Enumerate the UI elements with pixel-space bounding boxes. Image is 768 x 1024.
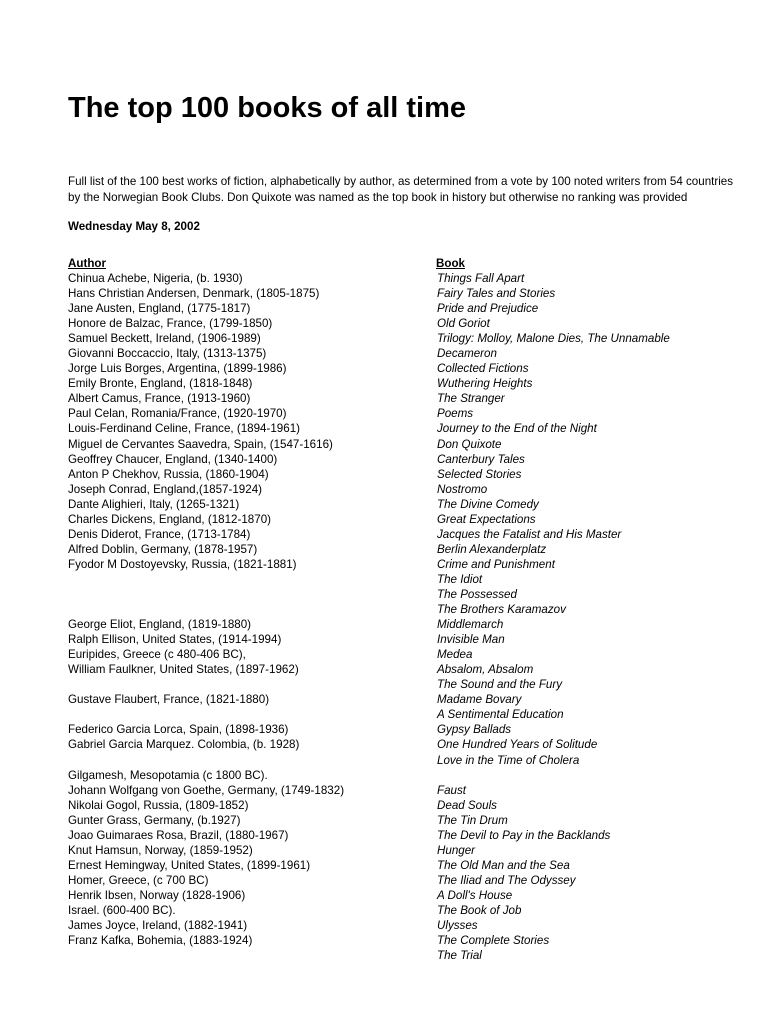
author-cell: Hans Christian Andersen, Denmark, (1805-1875) — [68, 287, 320, 301]
book-cell: Trilogy: Molloy, Malone Dies, The Unnamable — [437, 332, 670, 346]
table-row — [0, 286, 768, 301]
author-column-header: Author — [68, 257, 106, 270]
table-row — [0, 768, 768, 783]
table-row — [0, 406, 768, 421]
author-cell: Jorge Luis Borges, Argentina, (1899-1986) — [68, 362, 287, 376]
author-cell: Euripides, Greece (c 480-406 BC), — [68, 648, 246, 662]
book-cell: Absalom, Absalom — [437, 663, 534, 677]
book-cell: A Doll's House — [437, 888, 513, 902]
book-cell: The Divine Comedy — [437, 497, 539, 511]
author-cell: Emily Bronte, England, (1818-1848) — [68, 377, 253, 391]
table-row — [0, 467, 768, 482]
book-cell: Gypsy Ballads — [437, 723, 512, 737]
book-cell: Journey to the End of the Night — [437, 422, 597, 436]
author-cell: Alfred Doblin, Germany, (1878-1957) — [68, 542, 258, 556]
book-cell: The Iliad and The Odyssey — [437, 873, 576, 887]
book-cell: The Tin Drum — [437, 813, 508, 827]
book-cell: Nostromo — [437, 482, 488, 496]
author-cell: Charles Dickens, England, (1812-1870) — [68, 512, 272, 526]
book-cell: A Sentimental Education — [437, 708, 564, 722]
author-cell: Gustave Flaubert, France, (1821-1880) — [68, 693, 270, 707]
author-cell: Dante Alighieri, Italy, (1265-1321) — [68, 497, 240, 511]
book-cell: The Trial — [437, 949, 482, 963]
book-cell: Medea — [437, 648, 473, 662]
table-row — [0, 783, 768, 798]
book-cell: Hunger — [437, 843, 476, 857]
table-row — [0, 813, 768, 828]
table-row — [0, 662, 768, 677]
table-row — [0, 617, 768, 632]
table-row — [0, 346, 768, 361]
table-row — [0, 858, 768, 873]
author-cell: Joseph Conrad, England,(1857-1924) — [68, 482, 263, 496]
author-cell: Homer, Greece, (c 700 BC) — [68, 873, 209, 887]
intro-line: by the Norwegian Book Clubs. Don Quixote was named as the top book in history but otherwise no ranking was provided — [68, 191, 688, 204]
table-row — [0, 361, 768, 376]
book-cell: Madame Bovary — [437, 693, 522, 707]
book-cell: The Old Man and the Sea — [437, 858, 570, 872]
book-cell: The Book of Job — [437, 903, 522, 917]
table-row — [0, 542, 768, 557]
book-cell: The Sound and the Fury — [437, 678, 563, 692]
book-cell: Pride and Prejudice — [437, 302, 539, 316]
book-column-header: Book — [436, 257, 465, 270]
table-row — [0, 677, 768, 692]
book-cell: Old Goriot — [437, 317, 490, 331]
table-row — [0, 557, 768, 572]
author-cell: Louis-Ferdinand Celine, France, (1894-1961) — [68, 422, 301, 436]
book-cell: Faust — [437, 783, 466, 797]
book-cell: Berlin Alexanderplatz — [437, 542, 547, 556]
table-row — [0, 512, 768, 527]
author-cell: Nikolai Gogol, Russia, (1809-1852) — [68, 798, 249, 812]
table-row — [0, 933, 768, 948]
book-cell: The Idiot — [437, 572, 483, 586]
table-row — [0, 737, 768, 752]
table-row — [0, 587, 768, 602]
table-row — [0, 452, 768, 467]
table-row — [0, 753, 768, 768]
author-cell: Miguel de Cervantes Saavedra, Spain, (1547-1616) — [68, 437, 333, 451]
book-cell: Great Expectations — [437, 512, 536, 526]
author-cell: Franz Kafka, Bohemia, (1883-1924) — [68, 934, 253, 948]
author-cell: Denis Diderot, France, (1713-1784) — [68, 527, 251, 541]
author-cell: Gunter Grass, Germany, (b.1927) — [68, 813, 241, 827]
table-row — [0, 437, 768, 452]
author-cell: Joao Guimaraes Rosa, Brazil, (1880-1967) — [68, 828, 289, 842]
author-cell: Gabriel Garcia Marquez. Colombia, (b. 1928) — [68, 738, 300, 752]
author-cell: George Eliot, England, (1819-1880) — [68, 618, 252, 632]
author-cell: Israel. (600-400 BC). — [68, 903, 176, 917]
book-cell: Wuthering Heights — [437, 377, 533, 391]
book-cell: Love in the Time of Cholera — [437, 753, 580, 767]
table-row — [0, 843, 768, 858]
table-row — [0, 948, 768, 963]
table-row — [0, 421, 768, 436]
book-cell: Crime and Punishment — [437, 557, 555, 571]
book-cell: Don Quixote — [437, 437, 502, 451]
publication-date: Wednesday May 8, 2002 — [68, 220, 200, 233]
book-list — [0, 271, 768, 963]
table-row — [0, 376, 768, 391]
table-row — [0, 482, 768, 497]
table-row — [0, 873, 768, 888]
author-cell: Gilgamesh, Mesopotamia (c 1800 BC). — [68, 768, 268, 782]
author-cell: Giovanni Boccaccio, Italy, (1313-1375) — [68, 347, 267, 361]
book-cell: The Stranger — [437, 392, 505, 406]
book-cell: The Complete Stories — [437, 934, 550, 948]
table-row — [0, 301, 768, 316]
table-row — [0, 602, 768, 617]
book-cell: Selected Stories — [437, 467, 522, 481]
table-row — [0, 707, 768, 722]
book-cell: The Possessed — [437, 587, 517, 601]
author-cell: Fyodor M Dostoyevsky, Russia, (1821-1881) — [68, 557, 297, 571]
page-title: The top 100 books of all time — [68, 92, 467, 124]
book-cell: Fairy Tales and Stories — [437, 287, 556, 301]
intro-line: Full list of the 100 best works of fiction, alphabetically by author, as determined from a vote by 100 noted writers from 54 countries — [68, 175, 734, 188]
table-row — [0, 888, 768, 903]
book-cell: The Devil to Pay in the Backlands — [437, 828, 611, 842]
author-cell: Samuel Beckett, Ireland, (1906-1989) — [68, 332, 261, 346]
author-cell: Anton P Chekhov, Russia, (1860-1904) — [68, 467, 269, 481]
table-row — [0, 497, 768, 512]
author-cell: Knut Hamsun, Norway, (1859-1952) — [68, 843, 253, 857]
author-cell: Albert Camus, France, (1913-1960) — [68, 392, 251, 406]
author-cell: Jane Austen, England, (1775-1817) — [68, 302, 251, 316]
book-cell: The Brothers Karamazov — [437, 603, 566, 617]
book-cell: Canterbury Tales — [437, 452, 525, 466]
book-cell: Poems — [437, 407, 474, 421]
author-cell: Honore de Balzac, France, (1799-1850) — [68, 317, 273, 331]
author-cell: Ernest Hemingway, United States, (1899-1961) — [68, 858, 311, 872]
book-cell: Invisible Man — [437, 633, 505, 647]
book-cell: Decameron — [437, 347, 497, 361]
author-cell: Ralph Ellison, United States, (1914-1994) — [68, 633, 282, 647]
table-row — [0, 391, 768, 406]
author-cell: Chinua Achebe, Nigeria, (b. 1930) — [68, 272, 243, 285]
table-row — [0, 316, 768, 331]
book-cell: Ulysses — [437, 919, 478, 933]
author-cell: William Faulkner, United States, (1897-1962) — [68, 663, 299, 677]
table-row — [0, 692, 768, 707]
book-cell: Middlemarch — [437, 618, 504, 632]
table-row — [0, 271, 768, 286]
book-cell: Collected Fictions — [437, 362, 529, 376]
book-cell: Jacques the Fatalist and His Master — [437, 527, 622, 541]
author-cell: James Joyce, Ireland, (1882-1941) — [68, 919, 248, 933]
intro-paragraph — [68, 174, 768, 206]
book-cell: Things Fall Apart — [437, 272, 525, 285]
author-cell: Geoffrey Chaucer, England, (1340-1400) — [68, 452, 278, 466]
table-row — [0, 572, 768, 587]
table-row — [0, 722, 768, 737]
table-row — [0, 527, 768, 542]
table-row — [0, 828, 768, 843]
table-row — [0, 918, 768, 933]
table-row — [0, 798, 768, 813]
table-row — [0, 903, 768, 918]
book-cell: Dead Souls — [437, 798, 497, 812]
author-cell: Federico Garcia Lorca, Spain, (1898-1936) — [68, 723, 289, 737]
author-cell: Paul Celan, Romania/France, (1920-1970) — [68, 407, 287, 421]
author-cell: Johann Wolfgang von Goethe, Germany, (1749-1832) — [68, 783, 345, 797]
author-cell: Henrik Ibsen, Norway (1828-1906) — [68, 888, 246, 902]
book-cell: One Hundred Years of Solitude — [437, 738, 598, 752]
table-row — [0, 331, 768, 346]
table-row — [0, 632, 768, 647]
table-row — [0, 647, 768, 662]
